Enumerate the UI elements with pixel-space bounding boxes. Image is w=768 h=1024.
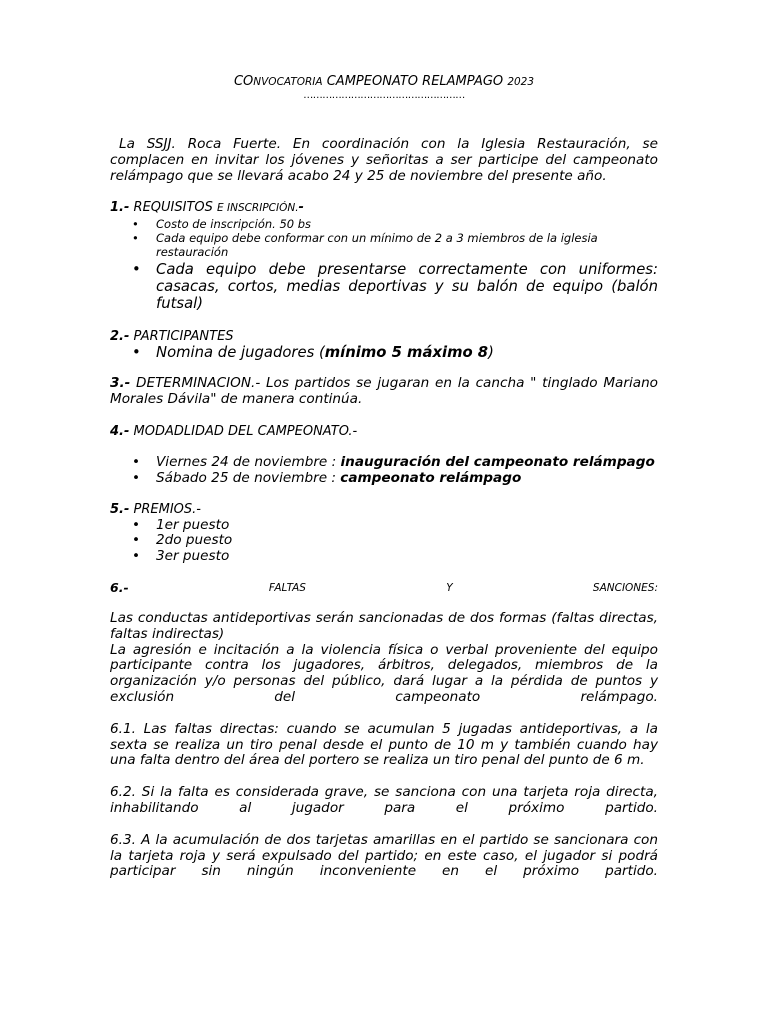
section-5-heading: 5.- PREMIOS.- (110, 502, 201, 518)
section-3-paragraph: 3.- DETERMINACION.- Los partidos se jugaran en la cancha " tinglado Mariano Morales Dávila" de manera continúa. (110, 375, 659, 408)
list-item: • 3er puesto (132, 548, 230, 565)
section-2-heading: 2.- PARTICIPANTES (110, 328, 234, 344)
sanctions-paragraph-6-1: 6.1. Las faltas directas: cuando se acumulan 5 jugadas antideportivas, a la sexta se realiza un tiro penal desde el punto de 10 m y también cuando hay una falta dentro del área del portero se realiza un tiro penal del punto de 6 m. (110, 720, 658, 769)
list-item: • Viernes 24 de noviembre : inauguración del campeonato relámpago (132, 454, 655, 471)
requirements-list (110, 217, 658, 312)
sanctions-paragraph-2: La agresión e incitación a la violencia física o verbal proveniente del equipo participante contra los jugadores, árbitros, delegados, miembros de la organización y/o personas del público, dará lugar a la pérdida de puntos y exclusión del campeonato relámpago. (110, 641, 658, 705)
section-1-heading: 1.- REQUISITOS E INSCRIPCIÓN.- (110, 200, 304, 216)
list-item: • Costo de inscripción. 50 bs (132, 216, 312, 231)
section-6-heading: 6.- FALTAS Y SANCIONES: (110, 579, 658, 595)
title-dots: …………………………………………… (303, 90, 465, 101)
list-item: • 2do puesto (132, 532, 233, 549)
intro-paragraph: La SSJJ. Roca Fuerte. En coordinación con la Iglesia Restauración, se complacen en invitar los jóvenes y señoritas a ser participe del campeonato relámpago que se llevará acabo 24 y 25 de noviembre del presente año. (110, 136, 658, 184)
document-body (110, 74, 658, 880)
modality-list (110, 455, 658, 487)
sanctions-paragraph-1: Las conductas antideportivas serán sancionadas de dos formas (faltas directas, faltas indirectas) (110, 609, 658, 642)
list-item: • Sábado 25 de noviembre : campeonato relámpago (132, 470, 522, 487)
sanctions-paragraph-6-3: 6.3. A la acumulación de dos tarjetas amarillas en el partido se sancionara con la tarjeta roja y será expulsado del partido; en este caso, el jugador si podrá participar sin ningún inconveniente en el próximo partido. (110, 831, 658, 880)
list-item: • 1er puesto (132, 516, 230, 533)
list-item: • Cada equipo debe conformar con un mínimo de 2 a 3 miembros de la iglesia restauración (132, 230, 598, 259)
prizes-list (110, 518, 658, 565)
section-4-heading: 4.- MODADLIDAD DEL CAMPEONATO.- (110, 423, 358, 439)
sanctions-paragraph-6-2: 6.2. Si la falta es considerada grave, se sanciona con una tarjeta roja directa, inhabilitando al jugador para el próximo partido. (110, 784, 658, 816)
list-item: • Nomina de jugadores (mínimo 5 máximo 8) (132, 344, 494, 362)
list-item: • Cada equipo debe presentarse correctamente con uniformes: casacas, cortos, medias deportivas y su balón de equipo (balón futsal) (132, 260, 658, 312)
participants-list (110, 344, 658, 361)
document-title: CONVOCATORIA CAMPEONATO RELAMPAGO 2023 (233, 74, 535, 89)
